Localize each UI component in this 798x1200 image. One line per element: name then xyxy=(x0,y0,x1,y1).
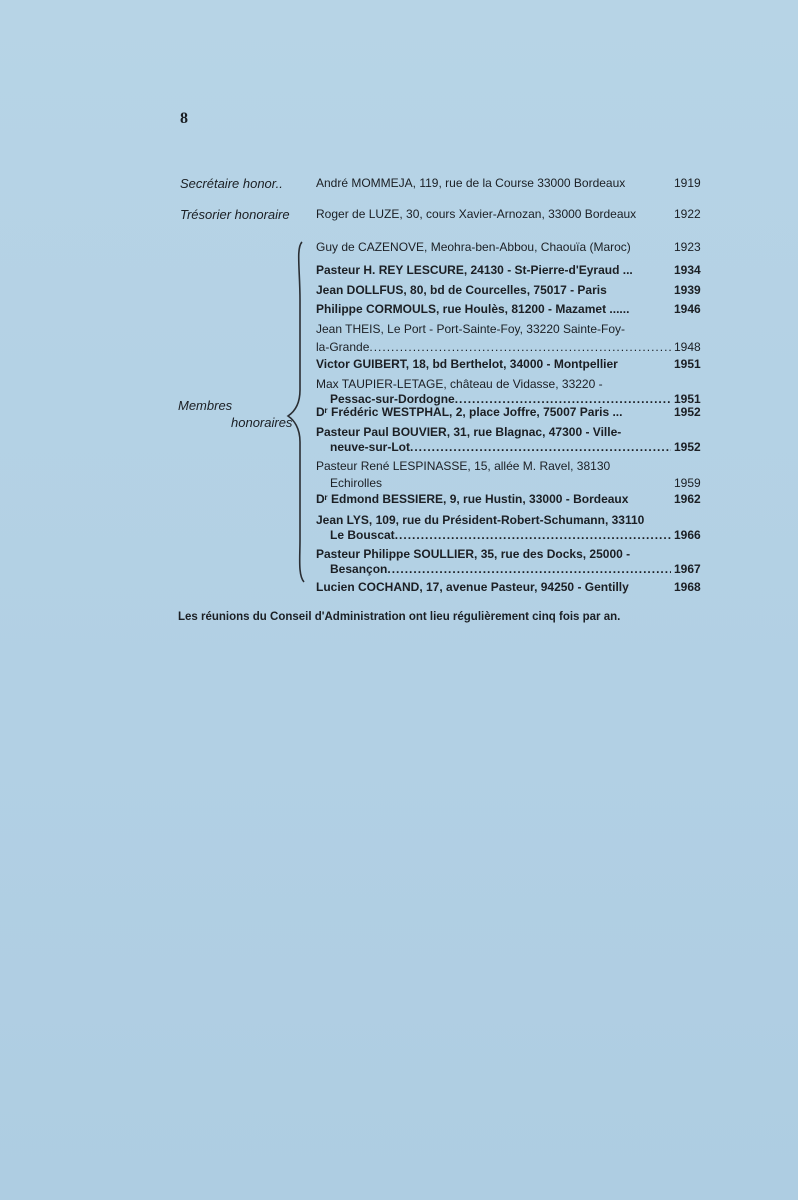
entry-year: 1951 xyxy=(674,392,701,406)
entry-text: Max TAUPIER-LETAGE, château de Vidasse, 33220 - xyxy=(316,377,603,391)
entry-text: Jean DOLLFUS, 80, bd de Courcelles, 75017 - Paris xyxy=(316,283,607,297)
entry-year: 1934 xyxy=(674,263,701,277)
role-treasurer: Trésorier honoraire xyxy=(180,207,290,222)
entry-text-continued: neuve-sur-Lot xyxy=(330,440,411,454)
entry-text: Pasteur René LESPINASSE, 15, allée M. Ravel, 38130 xyxy=(316,459,611,473)
member-entry xyxy=(316,547,701,577)
entry-year: 1968 xyxy=(674,580,701,594)
entry-text: Lucien COCHAND, 17, avenue Pasteur, 94250 - Gentilly xyxy=(316,580,629,594)
entry-text-continued: Pessac-sur-Dordogne xyxy=(330,392,455,406)
entry-text: Dʳ Edmond BESSIERE, 9, rue Hustin, 33000 - Bordeaux xyxy=(316,492,629,506)
entry-year: 1922 xyxy=(674,207,701,221)
entry-text: Pasteur Paul BOUVIER, 31, rue Blagnac, 47300 - Ville- xyxy=(316,425,622,439)
entry-text-continued: Echirolles xyxy=(330,476,383,490)
entry-text-continued: Le Bouscat xyxy=(330,528,395,542)
entry-year: 1966 xyxy=(674,528,701,542)
secretary-entry xyxy=(316,176,701,191)
page-number: 8 xyxy=(180,110,188,127)
entry-year: 1959 xyxy=(674,476,701,490)
member-entry xyxy=(316,357,701,372)
entry-text: Jean THEIS, Le Port - Port-Sainte-Foy, 33220 Sainte-Foy- xyxy=(316,322,626,336)
member-entry xyxy=(316,377,701,407)
member-entry xyxy=(316,580,701,595)
role-members-line2: honoraires xyxy=(231,415,293,430)
entry-year: 1946 xyxy=(674,302,701,316)
entry-year: 1951 xyxy=(674,357,701,371)
leader-dots xyxy=(410,440,671,455)
entry-year: 1962 xyxy=(674,492,701,506)
entry-year: 1952 xyxy=(674,440,701,454)
entry-text: Guy de CAZENOVE, Meohra-ben-Abbou, Chaouïa (Maroc) xyxy=(316,240,631,254)
member-entry xyxy=(316,263,701,278)
entry-text: Pasteur H. REY LESCURE, 24130 - St-Pierre-d'Eyraud ... xyxy=(316,263,633,277)
member-entry xyxy=(316,459,701,491)
entry-text: Jean LYS, 109, rue du Président-Robert-Schumann, 33110 xyxy=(316,513,645,527)
brace-divider xyxy=(270,240,306,585)
entry-year: 1923 xyxy=(674,240,701,254)
role-secretary: Secrétaire honor.. xyxy=(180,176,283,191)
member-entry xyxy=(316,322,701,355)
entry-year: 1919 xyxy=(674,176,701,190)
entry-year: 1967 xyxy=(674,562,701,576)
member-entry xyxy=(316,492,701,507)
leader-dots xyxy=(387,562,671,577)
entry-year: 1939 xyxy=(674,283,701,297)
meeting-note: Les réunions du Conseil d'Administration ont lieu régulièrement cinq fois par an. xyxy=(178,611,621,623)
leader-dots xyxy=(369,340,671,355)
member-entry xyxy=(316,302,701,317)
entry-text-continued: Besançon xyxy=(330,562,388,576)
entry-text: Victor GUIBERT, 18, bd Berthelot, 34000 - Montpellier xyxy=(316,357,618,371)
entry-year: 1952 xyxy=(674,405,701,419)
member-entry xyxy=(316,513,701,543)
role-members-line1: Membres xyxy=(178,398,233,413)
member-entry xyxy=(316,425,701,455)
entry-text: Pasteur Philippe SOULLIER, 35, rue des Docks, 25000 - xyxy=(316,547,631,561)
member-entry xyxy=(316,240,701,255)
entry-text: Dʳ Frédéric WESTPHAL, 2, place Joffre, 75007 Paris ... xyxy=(316,405,623,419)
member-entry xyxy=(316,283,701,298)
entry-text: André MOMMEJA, 119, rue de la Course 33000 Bordeaux xyxy=(316,176,626,190)
member-entry xyxy=(316,405,701,420)
entry-text: Roger de LUZE, 30, cours Xavier-Arnozan, 33000 Bordeaux xyxy=(316,207,637,221)
leader-dots xyxy=(395,528,671,543)
treasurer-entry xyxy=(316,207,701,222)
entry-text-continued: la-Grande xyxy=(316,340,370,354)
entry-year: 1948 xyxy=(674,340,701,354)
entry-text: Philippe CORMOULS, rue Houlès, 81200 - Mazamet ...... xyxy=(316,302,630,316)
